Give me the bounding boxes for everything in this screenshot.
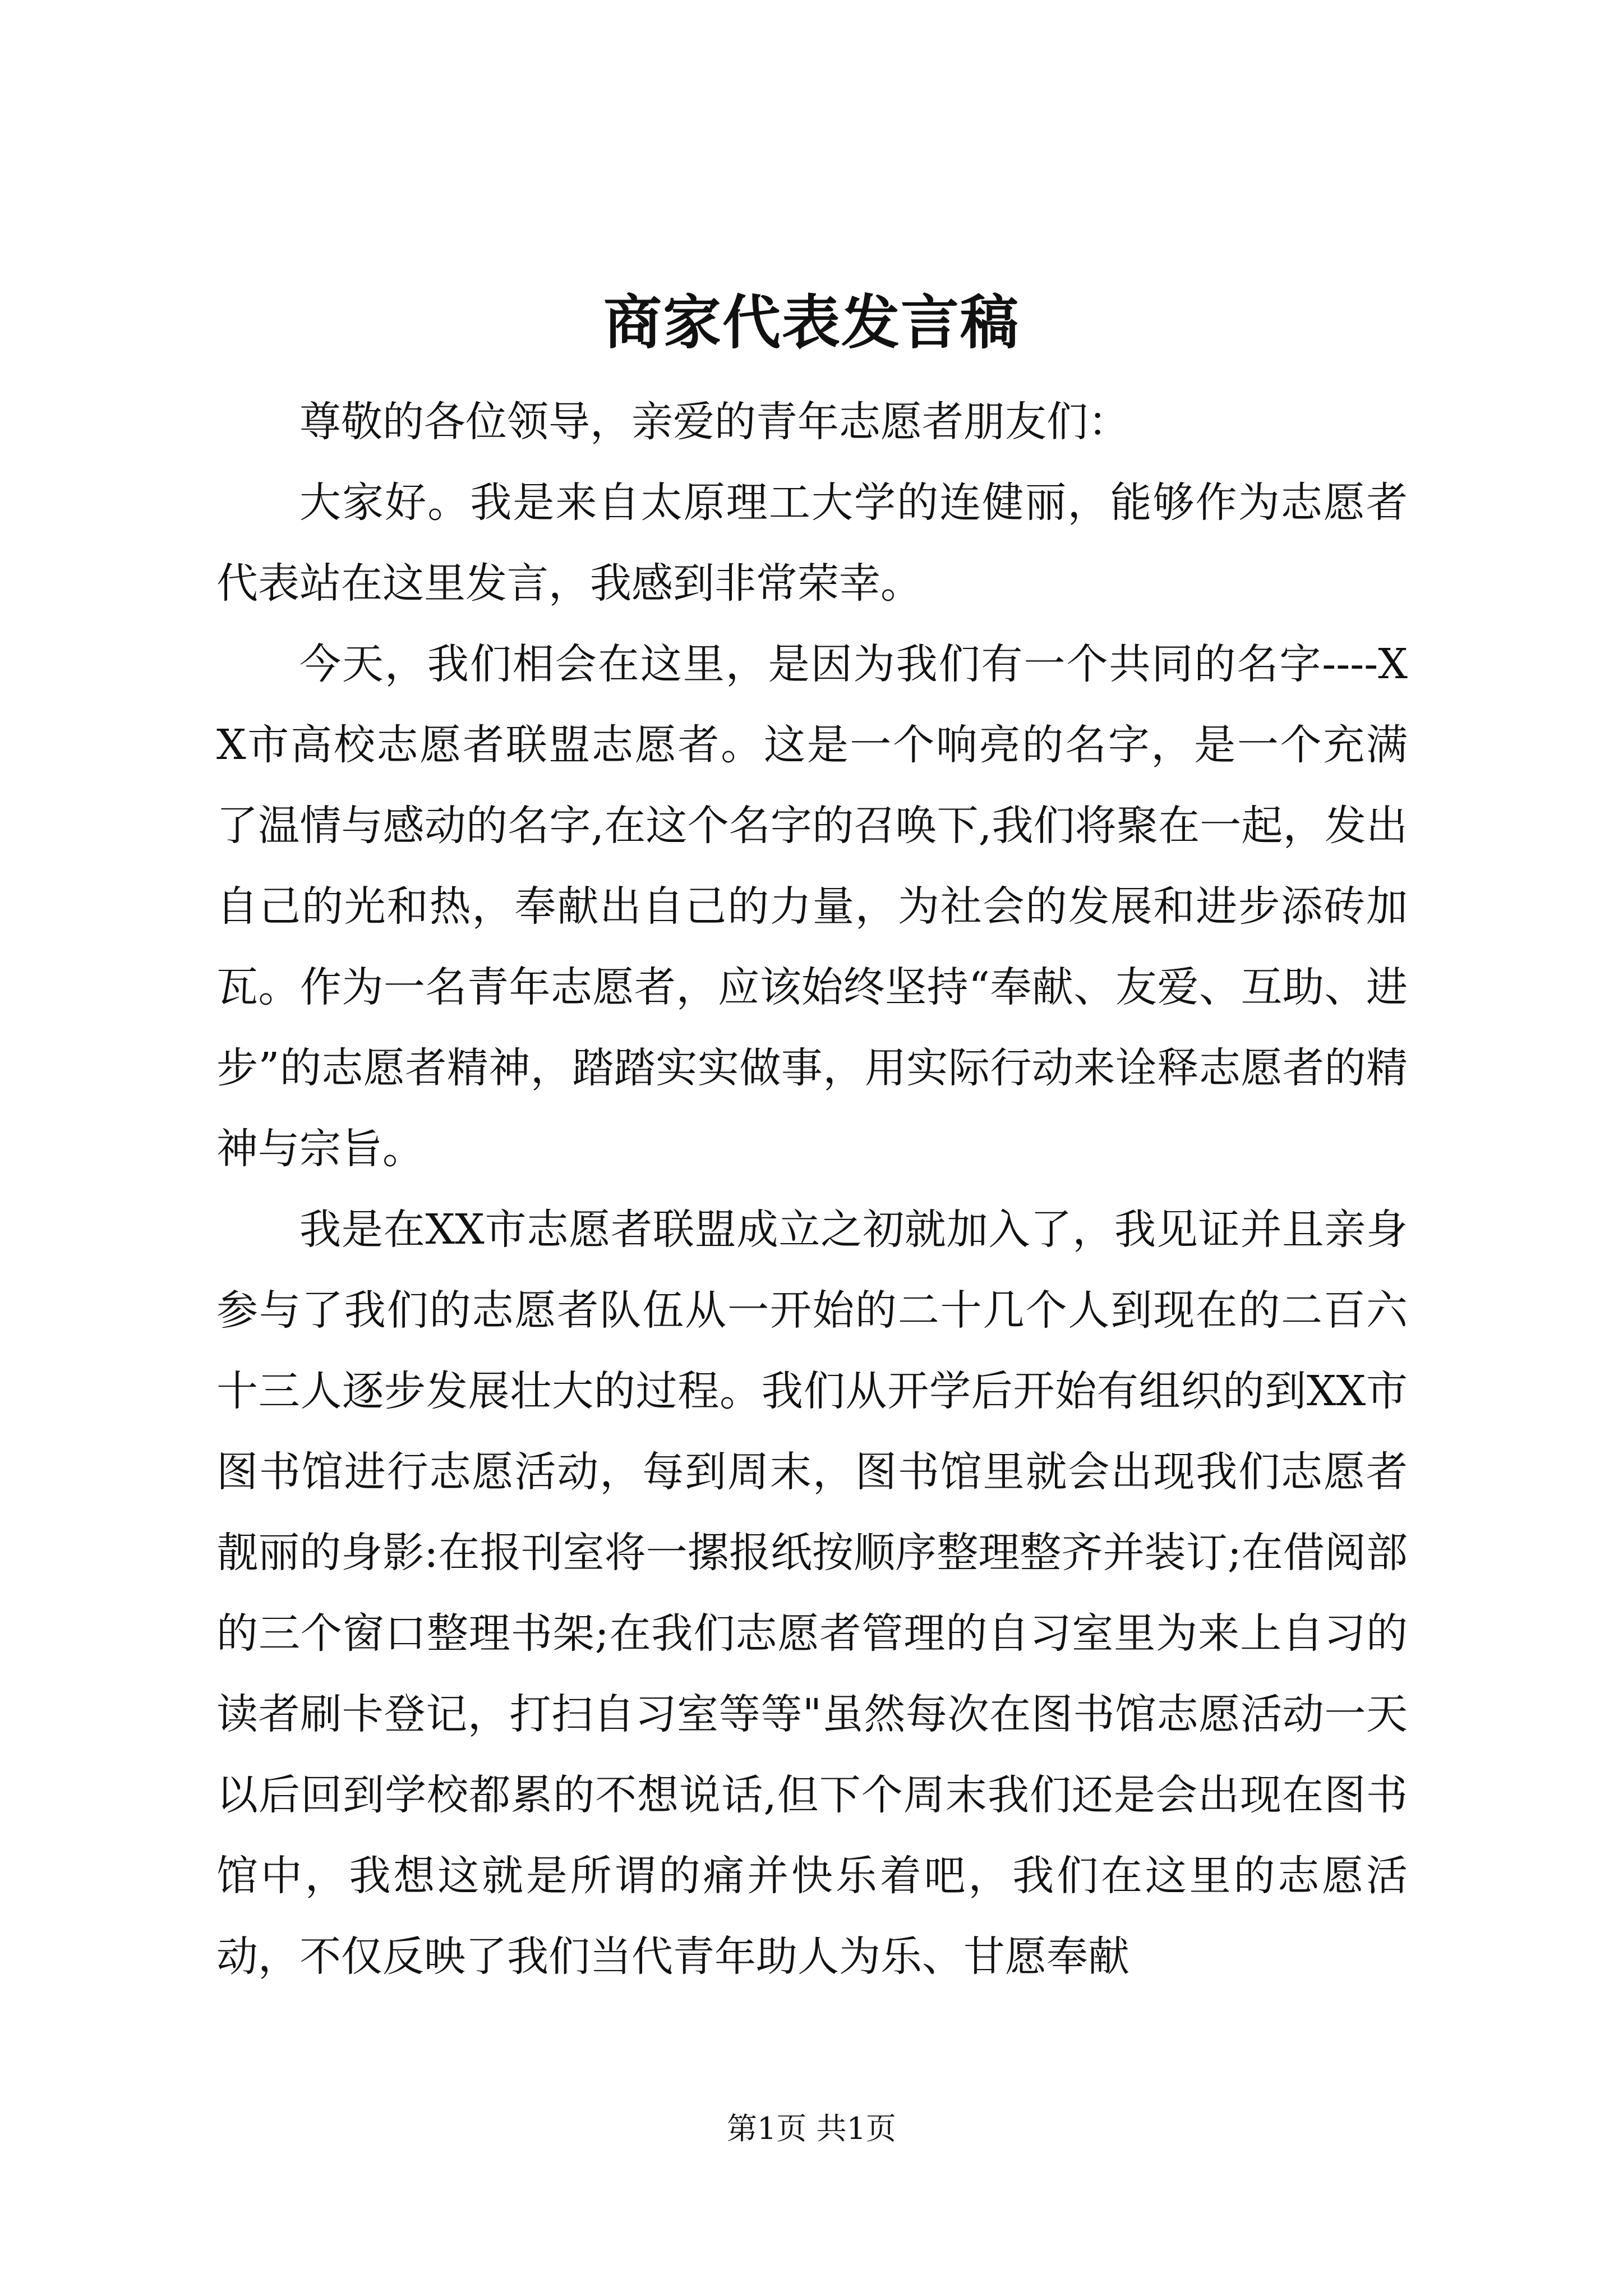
paragraph-library-activities: 我是在XX市志愿者联盟成立之初就加入了，我见证并且亲身参与了我们的志愿者队伍从一开始的二十几个人到现在的二百六十三人逐步发展壮大的过程。我们从开学后开始有组织的到XX市图书馆进行志愿活动，每到周末，图书馆里就会出现我们志愿者靓丽的身影:在报刊室将一摞报纸按顺序整理整齐并装订;在借阅部的三个窗口整理书架;在我们志愿者管理的自习室里为来上自习的读者刷卡登记，打扫自习室等等"虽然每次在图书馆志愿活动一天以后回到学校都累的不想说话,但下个周末我们还是会出现在图书馆中，我想这就是所谓的痛并快乐着吧，我们在这里的志愿活动，不仅反映了我们当代青年助人为乐、甘愿奉献 bbox=[216, 1205, 1408, 1981]
page-number-footer: 第1页 共1页 bbox=[727, 2111, 896, 2146]
document-title: 商家代表发言稿 bbox=[603, 288, 1020, 357]
paragraph-introduction: 大家好。我是来自太原理工大学的连健丽，能够作为志愿者代表站在这里发言，我感到非常荣幸。 bbox=[216, 478, 1408, 608]
paragraph-salutation: 尊敬的各位领导，亲爱的青年志愿者朋友们： bbox=[299, 398, 1129, 446]
document-body bbox=[216, 381, 1408, 1997]
paragraph-volunteer-identity: 今天，我们相会在这里，是因为我们有一个共同的名字----XX市高校志愿者联盟志愿者。这是一个响亮的名字，是一个充满了温情与感动的名字,在这个名字的召唤下,我们将聚在一起，发出自己的光和热，奉献出自己的力量，为社会的发展和进步添砖加瓦。作为一名青年志愿者，应该始终坚持“奉献、友爱、互助、进步”的志愿者精神，踏踏实实做事，用实际行动来诠释志愿者的精神与宗旨。 bbox=[216, 640, 1408, 1173]
